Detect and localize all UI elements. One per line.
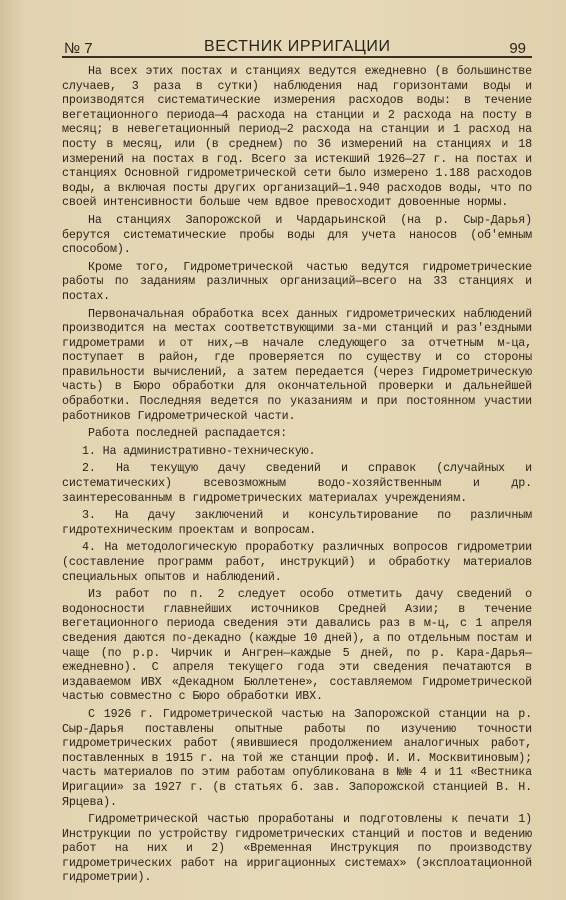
issue-number: № 7 xyxy=(64,40,93,57)
article-body xyxy=(62,64,532,885)
paragraph: Работа последней распадается: xyxy=(88,426,288,441)
page-header xyxy=(62,22,532,58)
page-number: 99 xyxy=(509,40,526,57)
paragraph: На всех этих постах и станциях ведутся ежедневно (в большинстве случаев, 3 раза в сутки) наблюдения над горизонтами воды и производятся систематические измерения расходов воды: в течение вегетационного периода—4 расхода на станции и 2 расхода на посту в месяц; в невегетационный период—2 расхода на станции и 1 расход на посту в месяц, или (в среднем) по 36 измерений на станциях и 18 измерений на постах в год. Всего за истекший 1926—27 г. на постах и станциях Основной гидрометрической сети было измерено 1.188 расходов воды, а включая посты других организаций—1.940 расходов воды, что по своей интенсивности больше чем вдвое превосходит довоенные нормы. xyxy=(62,64,532,210)
paragraph: Первоначальная обработка всех данных гидрометрических наблюдений производится на местах соответствующими за-ми станций и раз'ездными гидрометрами и от них,—в начале следующего за отчетным м-ца, поступает в район, где проверяется по существу и со стороны правильности вычислений, а затем передается (через Гидрометрическую часть) в Бюро обработки для окончательной проверки и дальнейшей обработки. Последняя ведется по указаниям и при постоянном участии работников Гидрометрической части. xyxy=(62,306,532,423)
paragraph: Из работ по п. 2 следует особо отметить дачу сведений о водоносности главнейших источников Средней Азии; в течение вегетационного периода сведения эти давались раз в м-ц, с 1 апреля сведения даются по-декадно (каждые 10 дней), а по отдельным постам и чаще (по р.р. Чирчик и Ангрен—каждые 5 дней, по р. Кара-Дарья—ежедневно). С апреля текущего года эти сведения печатаются в издаваемом ИВХ «Декадном Бюллетене», составляемом Гидрометрической частью совместно с Бюро обработки ИВХ. xyxy=(62,587,532,704)
paragraph: Гидрометрической частью проработаны и подготовлены к печати 1) Инструкции по устройству гидрометрических станций и постов и ведению работ на них и 2) «Временная Инструкция по производству гидрометрических работ на ирригационных системах» (эксплоатационной гидрометрии). xyxy=(62,812,532,885)
list-item: 3. На дачу заключений и консультирование по различным гидротехническим проектам и вопросам. xyxy=(62,508,532,537)
paragraph: Кроме того, Гидрометрической частью ведутся гидрометрические работы по заданиям различных организаций—всего на 33 станциях и постах. xyxy=(62,259,532,303)
list-item: 1. На административно-техническую. xyxy=(82,443,316,458)
list-item: 2. На текущую дачу сведений и справок (случайных и систематических) всевозможным водо-хозяйственным и др. заинтересованным в гидрометрических материалах учреждениям. xyxy=(62,461,532,505)
paragraph: С 1926 г. Гидрометрической частью на Запорожской станции на р. Сыр-Дарья поставлены опытные работы по изучению точности гидрометрических работ (явившиеся продолжением аналогичных работ, поставленных в 1915 г. на той же станции проф. И. И. Москвитиновым); часть материалов по этим работам опубликована в №№ 4 и 11 «Вестника Иригации» за 1927 г. (в статьях б. зав. Запорожской станцией В. Н. Ярцева). xyxy=(62,706,532,809)
list-item: 4. На методологическую проработку различных вопросов гидрометрии (составление программ работ, инструкций) и обработку материалов специальных опытов и наблюдений. xyxy=(62,540,532,584)
journal-title: ВЕСТНИК ИРРИГАЦИИ xyxy=(204,38,391,55)
paragraph: На станциях Запорожской и Чардарьинской (на р. Сыр-Дарья) берутся систематические пробы воды для учета наносов (об'емным способом). xyxy=(62,212,532,257)
